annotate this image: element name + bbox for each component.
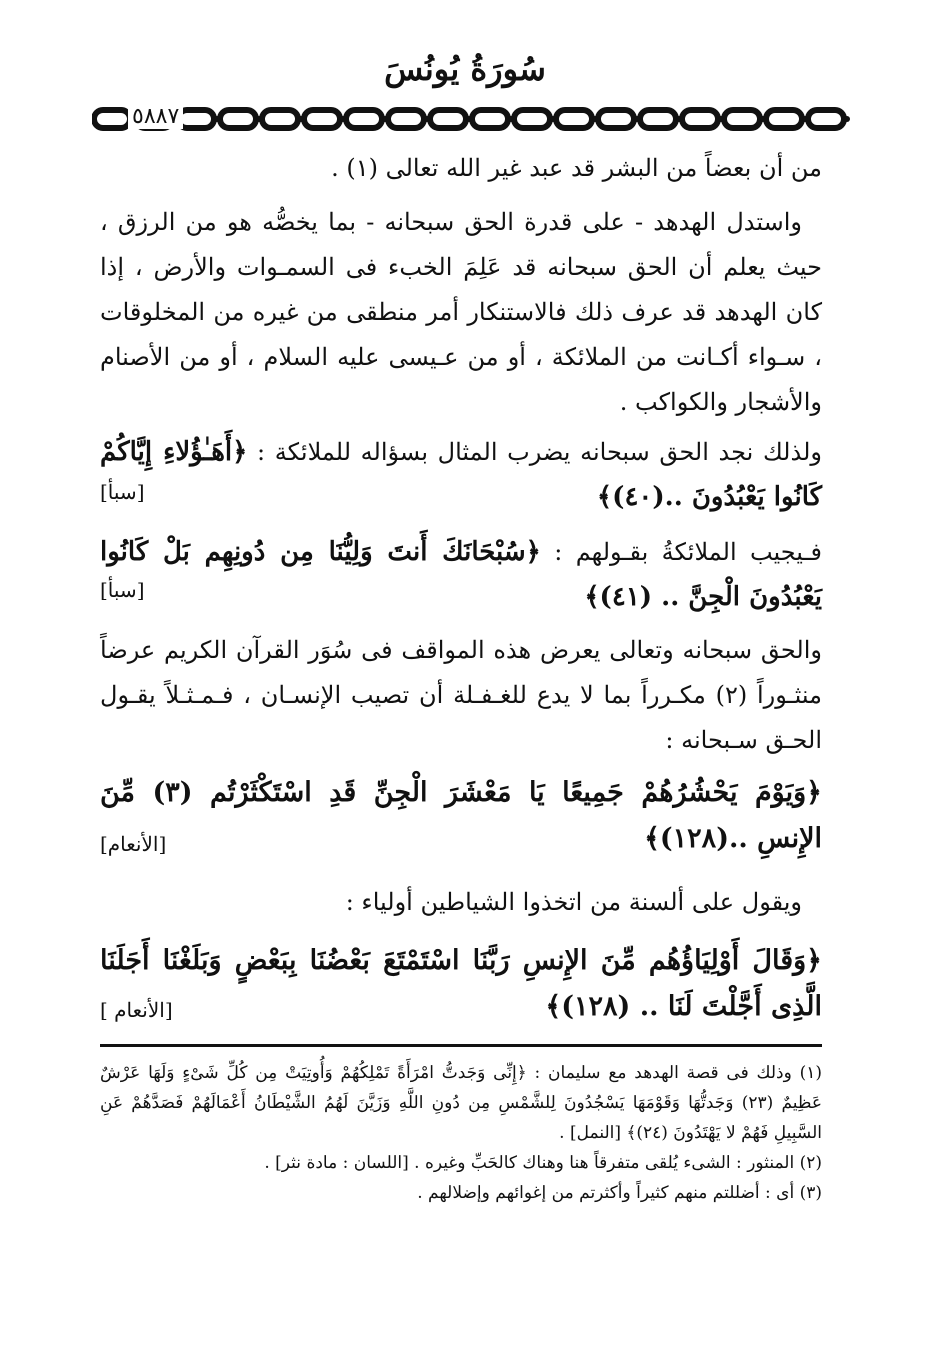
paragraph-4: [100, 530, 822, 620]
paragraph-intro-text: ولذلك نجد الحق سبحانه يضرب المثال بسؤاله للملائكة :: [257, 438, 822, 466]
chain-link: [388, 110, 424, 128]
quran-verse-block: ﴿وَقَالَ أَوْلِيَاؤُهُم مِّنَ الإِنسِ رَبَّنَا اسْتَمْتَعَ بَعْضُنَا بِبَعْضٍ وَبَلَغْنَا أَجَلَنَا الَّذِى أَجَّلْتَ لَنَا .. (١٢٨)﴾: [100, 945, 822, 1022]
paragraph-intro: [100, 530, 822, 620]
paragraph-text: والحق سبحانه وتعالى يعرض هذه المواقف فى سُوَر القرآن الكريم عرضاً منثـوراً (٢) مكـرراً بما لا يدع للغـفـلة أن تصيب الإنسـان ، فـمـثـلاً يقـول الحـق سـبحانه :: [100, 636, 822, 754]
chain-link: [682, 110, 718, 128]
verse-reference: [سبأ]: [100, 578, 145, 602]
paragraph-text: من أن بعضاً من البشر قد عبد غير الله تعالى (١) .: [331, 154, 822, 182]
quran-verse-block: ﴿وَيَوْمَ يَحْشُرُهُمْ جَمِيعًا يَا مَعْشَرَ الْجِنِّ قَدِ اسْتَكْثَرْتُم (٣) مِّنَ الإِنسِ ..(١٢٨)﴾: [100, 777, 822, 854]
chain-link: [514, 110, 550, 128]
footnote-2: (٢) المنثور : الشىء يُلقى متفرقاً هنا وهناك كالحَبِّ وغيره . [اللسان : مادة نثر] .: [264, 1153, 822, 1173]
quran-verse: ﴿سُبْحَانَكَ أَنتَ وَلِيُّنَا مِن دُونِهِم بَلْ كَانُوا يَعْبُدُونَ الْجِنَّ .. (٤١)﴾: [100, 537, 822, 612]
paragraph-text: ويقول على ألسنة من اتخذوا الشياطين أولياء :: [345, 888, 802, 916]
paragraph-6: [100, 880, 822, 925]
footnotes: [100, 1058, 822, 1208]
chain-link: [94, 110, 130, 128]
chain-link: [472, 110, 508, 128]
page-number: ٥٨٨٧: [128, 104, 183, 129]
chain-link: [640, 110, 676, 128]
quran-verse: ﴿أَهَـٰؤُلاءِ إِيَّاكُمْ كَانُوا يَعْبُدُونَ ..(٤٠)﴾: [100, 437, 822, 512]
paragraph-intro-text: فـيجيب الملائكةُ بقـولهم :: [554, 538, 823, 566]
chain-link: [220, 110, 256, 128]
chain-link: [724, 110, 760, 128]
header-chain-ornament: [92, 100, 852, 138]
paragraph-intro: [100, 430, 822, 520]
chain-link: [766, 110, 802, 128]
paragraph-5: [100, 628, 822, 763]
paragraph-1: [100, 146, 822, 191]
chain-dot: [844, 116, 850, 122]
verse-reference: [الأنعام ]: [100, 998, 173, 1022]
chain-link: [262, 110, 298, 128]
paragraph-text: واستدل الهدهد - على قدرة الحق سبحانه - بما يخصُّه هو من الرزق ، حيث يعلم أن الحق سبحانه قد عَلِمَ الخبء فى السمـوات والأرض ، إذا كان الهدهد قد عرف ذلك فالاستنكار أمر منطقى من غيره من المخلوقات ، سـواء أكـانت من الملائكة ، أو من عـيسى عليه السلام ، أو من الأصنام والأشجار والكواكب .: [100, 208, 822, 416]
footnote-divider: [100, 1044, 822, 1047]
chain-link: [178, 110, 214, 128]
paragraph-3: [100, 430, 822, 520]
chain-link: [346, 110, 382, 128]
paragraph-2: [100, 200, 822, 425]
verse-reference: [الأنعام]: [100, 832, 167, 856]
chain-link: [598, 110, 634, 128]
surah-title: سُورَةُ يُونُسَ: [384, 50, 546, 88]
chain-link: [304, 110, 340, 128]
footnote-1: (١) وذلك فى قصة الهدهد مع سليمان : ﴿إِنِّى وَجَدتُّ امْرَأَةً تَمْلِكُهُمْ وَأُوتِيَتْ مِن كُلِّ شَىْءٍ وَلَهَا عَرْشٌ عَظِيمٌ (٢٣) وَجَدتُّهَا وَقَوْمَهَا يَسْجُدُونَ لِلشَّمْسِ مِن دُونِ اللَّهِ وَزَيَّنَ لَهُمُ الشَّيْطَانُ أَعْمَالَهُمْ فَصَدَّهُمْ عَنِ السَّبِيلِ فَهُمْ لا يَهْتَدُونَ (٢٤)﴾ [النمل] .: [100, 1063, 822, 1143]
chain-link: [808, 110, 844, 128]
chain-link: [430, 110, 466, 128]
footnote-3: (٣) أى : أضللتم منهم كثيراً وأكثرتم من إغوائهم وإضلالهم .: [417, 1183, 822, 1203]
verse-reference: [سبأ]: [100, 480, 145, 504]
chain-link: [556, 110, 592, 128]
